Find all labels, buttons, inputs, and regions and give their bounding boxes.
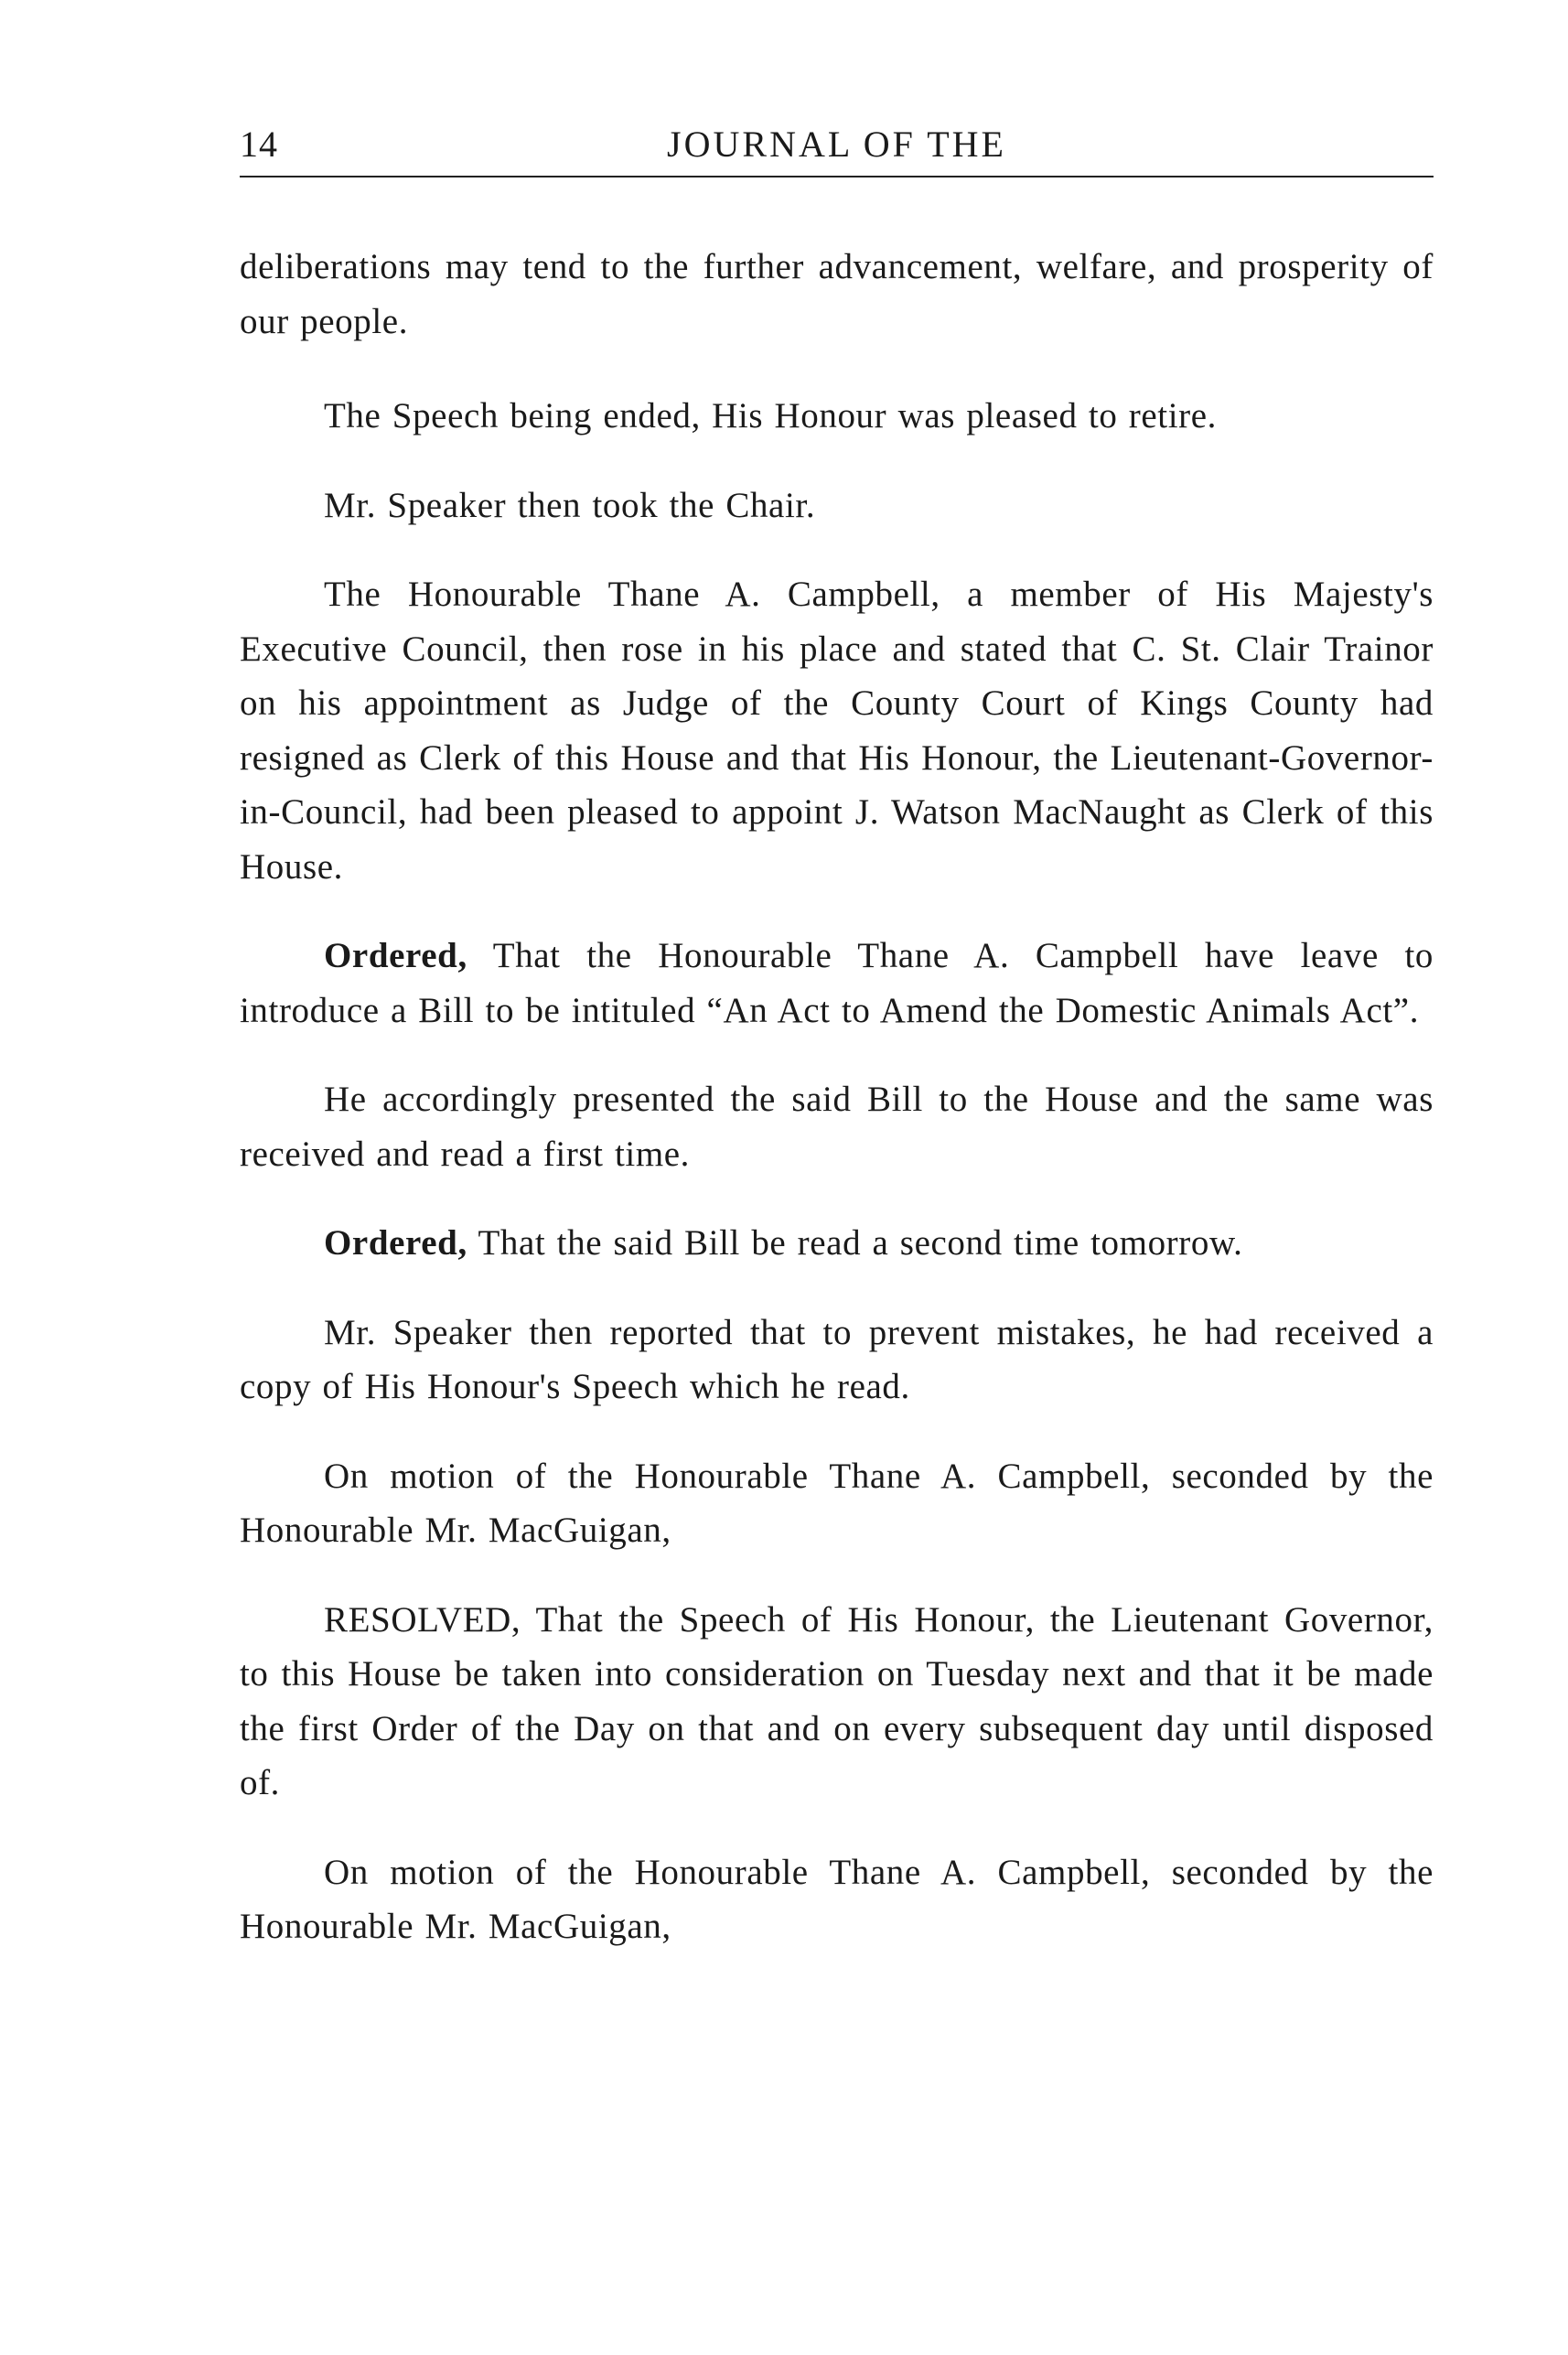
paragraph-ordered-second-reading — [240, 1216, 1434, 1271]
paragraph-speaker-chair — [240, 479, 1434, 533]
ordered-label: Ordered, — [324, 1223, 467, 1263]
paragraph-clerk-appointment — [240, 567, 1434, 894]
paragraph-text: He accordingly presented the said Bill to the House and the same was received and read a first time. — [240, 1080, 1434, 1174]
paragraph-text: RESOLVED, That the Speech of His Honour, the Lieutenant Governor, to this House be taken into consideration on Tuesday next and that it be made the first Order of the Day on that and on every subsequent day until disposed of. — [240, 1599, 1434, 1802]
ordered-label: Ordered, — [324, 936, 467, 975]
paragraph-text: deliberations may tend to the further advancement, welfare, and prosperity of our people. — [240, 247, 1434, 341]
paragraph-motion-2 — [240, 1845, 1434, 1954]
page-number: 14 — [240, 124, 278, 165]
paragraph-bill-presented — [240, 1072, 1434, 1181]
paragraph-text: Mr. Speaker then reported that to prevent mistakes, he had received a copy of His Honour's Speech which he read. — [240, 1312, 1434, 1406]
paragraph-text: The Honourable Thane A. Campbell, a member of His Majesty's Executive Council, then rose in his place and stated that C. St. Clair Trainor on his appointment as Judge of the County Court of Kings County had resigned as Clerk of this House and that His Honour, the Lieutenant-Governor-in-Council, had been pleased to appoint J. Watson MacNaught as Clerk of this House. — [240, 575, 1434, 887]
paragraph-text: That the said Bill be read a second time tomorrow. — [467, 1223, 1243, 1263]
paragraph-text: The Speech being ended, His Honour was pleased to retire. — [324, 396, 1217, 436]
paragraph-speech-copy — [240, 1306, 1434, 1414]
paragraph-resolved — [240, 1593, 1434, 1811]
page-header — [240, 119, 1434, 177]
paragraph-ordered-leave — [240, 929, 1434, 1038]
journal-body — [240, 240, 1434, 1954]
paragraph-text: On motion of the Honourable Thane A. Campbell, seconded by the Honourable Mr. MacGuigan, — [240, 1852, 1434, 1946]
paragraph-text: Mr. Speaker then took the Chair. — [324, 485, 816, 525]
paragraph-speech-ended — [240, 389, 1434, 444]
running-title: JOURNAL OF THE — [667, 124, 1006, 165]
paragraph-text: On motion of the Honourable Thane A. Campbell, seconded by the Honourable Mr. MacGuigan, — [240, 1456, 1434, 1550]
paragraph-deliberations — [240, 240, 1434, 349]
paragraph-motion-1 — [240, 1449, 1434, 1558]
paragraph-text: That the Honourable Thane A. Campbell have leave to introduce a Bill to be intituled “An Act to Amend the Domestic Animals Act”. — [240, 936, 1434, 1030]
